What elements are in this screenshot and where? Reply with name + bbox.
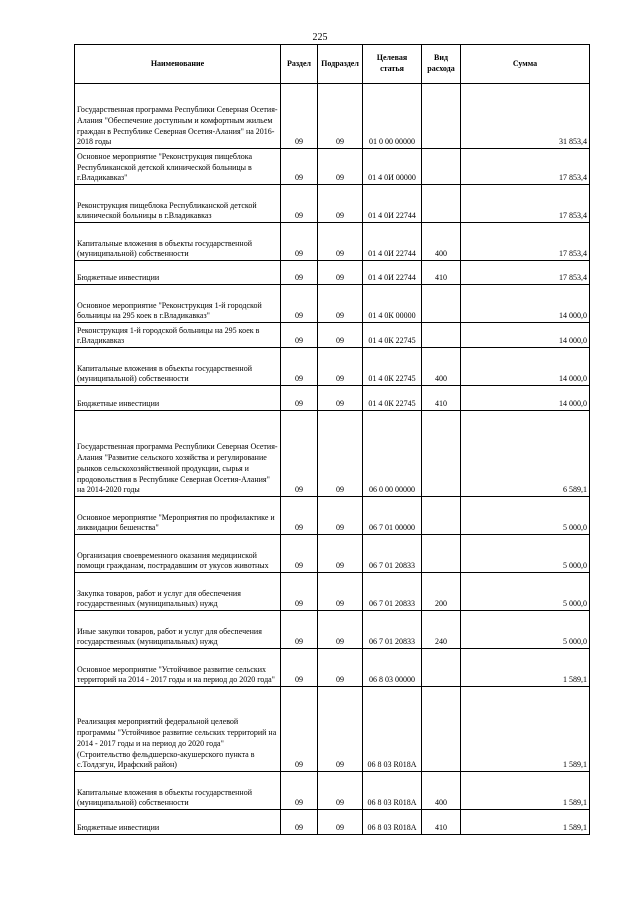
row-amount: 31 853,4 [461, 84, 590, 149]
row-subsection: 09 [318, 411, 363, 497]
row-name: Реконструкция пищеблока Республиканской детской клинической больницы в г.Владикавказ [75, 185, 281, 223]
table-row [75, 687, 590, 772]
row-section: 09 [281, 323, 318, 348]
row-subsection: 09 [318, 323, 363, 348]
row-target: 01 4 0И 22744 [363, 185, 422, 223]
row-subsection: 09 [318, 149, 363, 185]
row-target: 06 8 03 00000 [363, 649, 422, 687]
row-name: Организация своевременного оказания медицинской помощи гражданам, пострадавшим от укусов животных [75, 535, 281, 573]
row-name: Бюджетные инвестиции [75, 810, 281, 835]
row-expense-type [422, 649, 461, 687]
row-expense-type [422, 411, 461, 497]
row-target: 06 8 03 R018A [363, 810, 422, 835]
header-subsection: Подраздел [318, 45, 363, 84]
row-amount: 17 853,4 [461, 185, 590, 223]
table-row [75, 573, 590, 611]
table-row [75, 772, 590, 810]
table-row [75, 285, 590, 323]
row-subsection: 09 [318, 497, 363, 535]
row-name: Реконструкция 1-й городской больницы на 295 коек в г.Владикавказ [75, 323, 281, 348]
row-expense-type: 410 [422, 386, 461, 411]
header-row [75, 45, 590, 84]
row-subsection: 09 [318, 573, 363, 611]
row-section: 09 [281, 772, 318, 810]
row-target: 06 7 01 00000 [363, 497, 422, 535]
row-section: 09 [281, 185, 318, 223]
table-row [75, 323, 590, 348]
row-section: 09 [281, 810, 318, 835]
row-section: 09 [281, 84, 318, 149]
page-number: 225 [312, 32, 328, 43]
row-subsection: 09 [318, 261, 363, 285]
row-subsection: 09 [318, 185, 363, 223]
row-expense-type: 200 [422, 573, 461, 611]
header-expense-type: Вид расхода [422, 45, 461, 84]
row-section: 09 [281, 149, 318, 185]
row-expense-type [422, 185, 461, 223]
row-expense-type: 410 [422, 810, 461, 835]
table-row [75, 223, 590, 261]
row-expense-type [422, 285, 461, 323]
row-amount: 1 589,1 [461, 687, 590, 772]
row-expense-type [422, 84, 461, 149]
row-target: 01 4 0И 22744 [363, 261, 422, 285]
row-expense-type [422, 687, 461, 772]
budget-table [74, 44, 590, 835]
row-subsection: 09 [318, 223, 363, 261]
row-target: 06 8 03 R018A [363, 687, 422, 772]
row-subsection: 09 [318, 611, 363, 649]
row-name: Иные закупки товаров, работ и услуг для обеспечения государственных (муниципальных) нужд [75, 611, 281, 649]
row-subsection: 09 [318, 285, 363, 323]
row-subsection: 09 [318, 84, 363, 149]
row-amount: 6 589,1 [461, 411, 590, 497]
row-amount: 17 853,4 [461, 149, 590, 185]
row-section: 09 [281, 348, 318, 386]
table-row [75, 497, 590, 535]
table-row [75, 149, 590, 185]
row-name: Основное мероприятие "Реконструкция 1-й городской больницы на 295 коек в г.Владикавказ" [75, 285, 281, 323]
row-name: Бюджетные инвестиции [75, 261, 281, 285]
row-subsection: 09 [318, 348, 363, 386]
row-expense-type: 400 [422, 772, 461, 810]
table-row [75, 84, 590, 149]
row-expense-type: 400 [422, 223, 461, 261]
table-row [75, 649, 590, 687]
table-row [75, 535, 590, 573]
row-amount: 14 000,0 [461, 323, 590, 348]
table-row [75, 348, 590, 386]
row-expense-type [422, 497, 461, 535]
row-name: Закупка товаров, работ и услуг для обеспечения государственных (муниципальных) нужд [75, 573, 281, 611]
row-name: Реализация мероприятий федеральной целевой программы "Устойчивое развитие сельских территорий на 2014 - 2017 годы и на период до 2020 года" (Строительство фельдшерско-акушерского пункта в с.Толдзгун, Ирафский район) [75, 687, 281, 772]
row-subsection: 09 [318, 687, 363, 772]
row-section: 09 [281, 649, 318, 687]
row-amount: 5 000,0 [461, 611, 590, 649]
row-name: Государственная программа Республики Северная Осетия-Алания "Обеспечение доступным и комфортным жильем граждан в Республике Северная Осетия-Алания" на 2016-2018 годы [75, 84, 281, 149]
row-target: 06 7 01 20833 [363, 573, 422, 611]
row-expense-type [422, 535, 461, 573]
table-row [75, 810, 590, 835]
row-target: 01 0 00 00000 [363, 84, 422, 149]
table-row [75, 386, 590, 411]
row-amount: 14 000,0 [461, 348, 590, 386]
row-section: 09 [281, 573, 318, 611]
row-amount: 1 589,1 [461, 810, 590, 835]
row-name: Основное мероприятие "Мероприятия по профилактике и ликвидации бешенства" [75, 497, 281, 535]
row-expense-type [422, 149, 461, 185]
row-name: Капитальные вложения в объекты государственной (муниципальной) собственности [75, 348, 281, 386]
row-subsection: 09 [318, 649, 363, 687]
row-target: 01 4 0К 22745 [363, 348, 422, 386]
row-name: Государственная программа Республики Северная Осетия-Алания "Развитие сельского хозяйства и регулирование рынков сельскохозяйственной продукции, сырья и продовольствия в Республике Северная Осетия-Алания" на 2014-2020 годы [75, 411, 281, 497]
row-section: 09 [281, 285, 318, 323]
row-target: 01 4 0К 00000 [363, 285, 422, 323]
row-name: Основное мероприятие "Реконструкция пищеблока Республиканской детской клинической больницы в г.Владикавказ" [75, 149, 281, 185]
row-subsection: 09 [318, 386, 363, 411]
row-expense-type [422, 323, 461, 348]
row-subsection: 09 [318, 810, 363, 835]
row-subsection: 09 [318, 772, 363, 810]
row-section: 09 [281, 386, 318, 411]
row-amount: 17 853,4 [461, 223, 590, 261]
row-section: 09 [281, 223, 318, 261]
row-name: Бюджетные инвестиции [75, 386, 281, 411]
row-section: 09 [281, 497, 318, 535]
row-target: 06 8 03 R018A [363, 772, 422, 810]
row-expense-type: 240 [422, 611, 461, 649]
header-name: Наименование [75, 45, 281, 84]
row-target: 06 7 01 20833 [363, 535, 422, 573]
row-amount: 5 000,0 [461, 497, 590, 535]
row-amount: 5 000,0 [461, 573, 590, 611]
row-target: 01 4 0И 22744 [363, 223, 422, 261]
table-row [75, 411, 590, 497]
row-amount: 14 000,0 [461, 285, 590, 323]
row-section: 09 [281, 535, 318, 573]
row-section: 09 [281, 261, 318, 285]
row-expense-type: 410 [422, 261, 461, 285]
row-amount: 14 000,0 [461, 386, 590, 411]
row-amount: 1 589,1 [461, 649, 590, 687]
table-row [75, 261, 590, 285]
row-expense-type: 400 [422, 348, 461, 386]
header-amount: Сумма [461, 45, 590, 84]
row-section: 09 [281, 687, 318, 772]
row-section: 09 [281, 611, 318, 649]
row-name: Капитальные вложения в объекты государственной (муниципальной) собственности [75, 223, 281, 261]
header-target: Целевая статья [363, 45, 422, 84]
row-target: 06 0 00 00000 [363, 411, 422, 497]
row-target: 06 7 01 20833 [363, 611, 422, 649]
table-row [75, 611, 590, 649]
row-target: 01 4 0К 22745 [363, 323, 422, 348]
row-subsection: 09 [318, 535, 363, 573]
row-name: Основное мероприятие "Устойчивое развитие сельских территорий на 2014 - 2017 годы и на период до 2020 года" [75, 649, 281, 687]
table-row [75, 185, 590, 223]
row-section: 09 [281, 411, 318, 497]
row-amount: 5 000,0 [461, 535, 590, 573]
row-amount: 17 853,4 [461, 261, 590, 285]
row-name: Капитальные вложения в объекты государственной (муниципальной) собственности [75, 772, 281, 810]
row-target: 01 4 0К 22745 [363, 386, 422, 411]
header-section: Раздел [281, 45, 318, 84]
row-target: 01 4 0И 00000 [363, 149, 422, 185]
row-amount: 1 589,1 [461, 772, 590, 810]
